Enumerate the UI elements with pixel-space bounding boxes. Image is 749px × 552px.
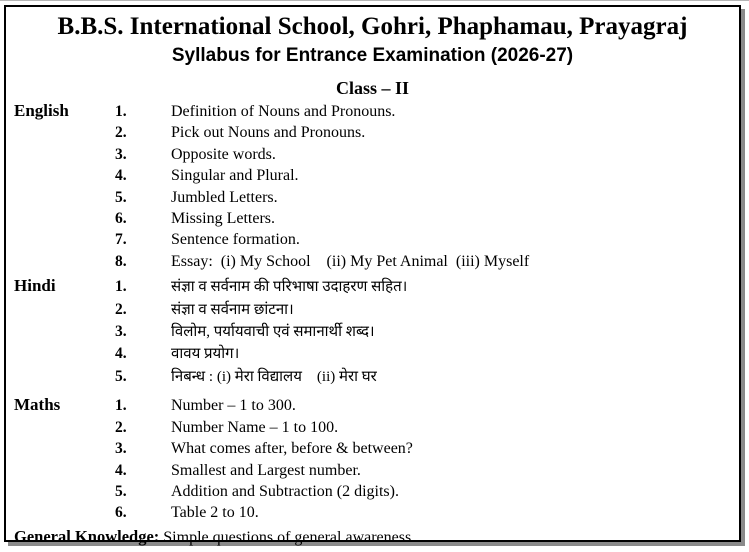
item-text: Smallest and Largest number. [171,461,361,479]
item-number: 1. [115,397,127,415]
item-text: Singular and Plural. [171,167,299,185]
item-number: 3. [115,323,127,341]
item-text: वावय प्रयोग। [171,346,240,363]
page-subtitle: Syllabus for Entrance Examination (2026-27) [171,45,574,66]
item-number: 5. [115,482,127,500]
item-text: Jumbled Letters. [171,188,278,206]
syllabus-row [14,460,731,481]
item-number: 7. [115,231,127,249]
item-text: Table 2 to 10. [171,504,259,522]
item-text: संज्ञा व सर्वनाम छांटना। [171,301,294,318]
item-text: Definition of Nouns and Pronouns. [171,103,396,120]
syllabus-row [14,366,731,388]
item-number: 3. [115,440,127,458]
syllabus-row [14,144,731,165]
syllabus-row [14,208,731,229]
item-number: 5. [115,367,127,385]
section-label-hindi: Hindi [14,276,56,296]
syllabus-row [14,187,731,208]
item-number: 2. [115,418,127,436]
syllabus-row [14,299,731,321]
item-number: 2. [115,124,127,142]
item-number: 6. [115,210,127,228]
item-number: 8. [115,252,127,270]
syllabus-row [14,502,731,523]
general-knowledge-label: General Knowledge: [14,526,160,546]
item-text: Missing Letters. [171,210,275,228]
section-maths [14,394,731,523]
general-knowledge-row [14,526,731,549]
item-number: 1. [115,103,127,120]
item-number: 5. [115,188,127,206]
page-title: B.B.S. International School, Gohri, Phaphamau, Prayagraj [57,13,688,40]
item-text: विलोम, पर्यायवाची एवं समानार्थी शब्द। [171,324,375,341]
item-text: Opposite words. [171,145,276,163]
class-heading: Class – II [335,78,410,98]
syllabus-row [14,438,731,459]
syllabus-row [14,229,731,250]
syllabus-row [14,481,731,502]
syllabus-row [14,343,731,365]
syllabus-row [14,275,731,298]
syllabus-row [14,165,731,186]
page-frame [4,5,741,546]
item-text: संज्ञा व सर्वनाम की परिभाषा उदाहरण सहित। [171,279,408,296]
syllabus-row [14,251,731,272]
syllabus-row [14,122,731,143]
syllabus-row [14,394,731,416]
item-text: Number Name – 1 to 100. [171,418,339,436]
section-english [14,100,731,272]
syllabus-row [14,321,731,343]
item-text: Essay: (i) My School (ii) My Pet Animal (iii) Myself [171,252,530,270]
item-text: Number – 1 to 300. [171,397,296,415]
item-text: निबन्ध : (i) मेरा विद्यालय (ii) मेरा घर [171,368,377,385]
section-label-english: English [14,101,69,120]
item-number: 1. [115,278,127,296]
item-number: 3. [115,145,127,163]
item-text: Pick out Nouns and Pronouns. [171,124,366,142]
general-knowledge-text: Simple questions of general awareness. [159,528,416,546]
item-number: 2. [115,300,127,318]
item-text: Sentence formation. [171,231,300,249]
syllabus-row [14,417,731,438]
item-number: 4. [115,167,127,185]
section-hindi [14,275,731,388]
item-number: 4. [115,345,127,363]
item-number: 6. [115,504,127,522]
item-text: What comes after, before & between? [171,440,413,458]
item-number: 4. [115,461,127,479]
section-label-maths: Maths [14,395,61,415]
item-text: Addition and Subtraction (2 digits). [171,482,399,500]
syllabus-row [14,100,731,122]
